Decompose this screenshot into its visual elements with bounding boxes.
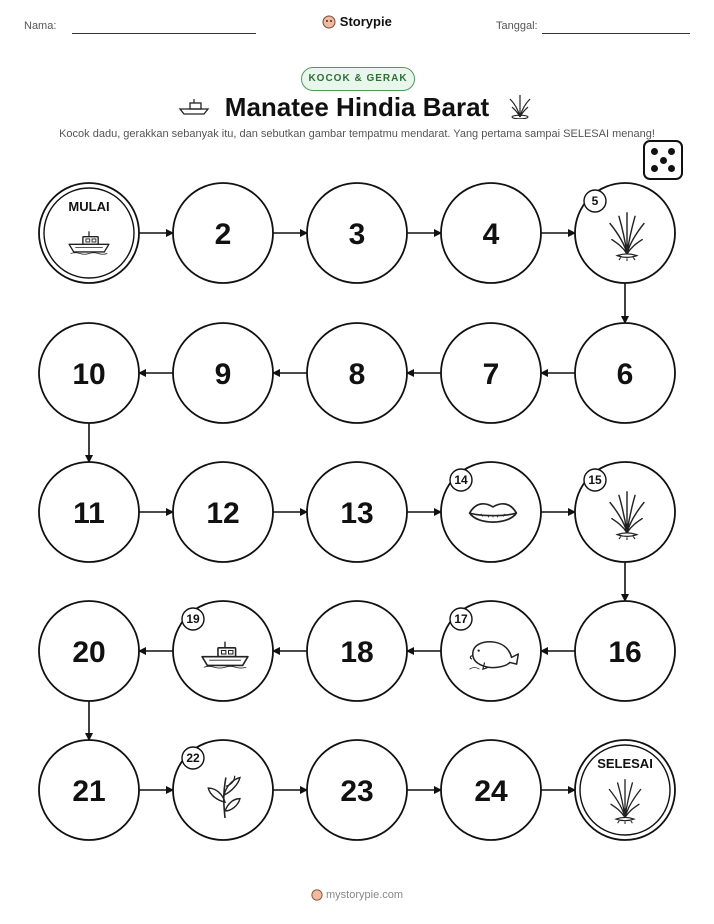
- board-space-17: [441, 601, 541, 701]
- board-space-18: [307, 601, 407, 701]
- space-number: 4: [482, 218, 500, 251]
- space-number: 6: [616, 358, 634, 391]
- space-number: 10: [72, 358, 106, 391]
- start-label: MULAI: [68, 199, 110, 214]
- space-number: 3: [348, 218, 366, 251]
- space-number-badge: 15: [588, 473, 602, 487]
- space-number: 13: [340, 497, 374, 530]
- board-space-24: [441, 740, 541, 840]
- space-number-badge: 5: [591, 194, 599, 208]
- mascot-icon: [311, 889, 326, 901]
- activity-tag: KOCOK & GERAK: [301, 67, 415, 91]
- space-number: 9: [214, 358, 232, 391]
- board-space-4: [441, 183, 541, 283]
- name-label: Nama:: [24, 20, 57, 32]
- space-number: 11: [73, 497, 105, 530]
- board-space-10: [39, 323, 139, 423]
- board-space-13: [307, 462, 407, 562]
- brand-name: Storypie: [339, 14, 392, 30]
- board-space-2: [173, 183, 273, 283]
- space-number: 7: [482, 358, 500, 391]
- space-number: 2: [214, 218, 232, 251]
- space-number: 16: [608, 636, 642, 669]
- board-space-23: [307, 740, 407, 840]
- space-number: 21: [72, 775, 106, 808]
- board-space-15: [575, 462, 675, 562]
- board-space-12: [173, 462, 273, 562]
- space-number: 12: [206, 497, 240, 530]
- page-title: Manatee Hindia Barat: [224, 92, 490, 122]
- board-space-22: [173, 740, 273, 840]
- space-number: 8: [348, 358, 366, 391]
- date-label: Tanggal:: [496, 20, 538, 32]
- board-space-3: [307, 183, 407, 283]
- board-space-16: [575, 601, 675, 701]
- space-number: 18: [340, 636, 374, 669]
- board-space-7: [441, 323, 541, 423]
- space-number: 23: [340, 775, 374, 808]
- start-space: [39, 183, 139, 283]
- space-number-badge: 19: [186, 612, 200, 626]
- space-number-badge: 14: [454, 473, 468, 487]
- board-space-21: [39, 740, 139, 840]
- board-space-8: [307, 323, 407, 423]
- finish-label: SELESAI: [597, 756, 653, 771]
- board-space-11: [39, 462, 139, 562]
- finish-space: [575, 740, 675, 840]
- board-space-14: [441, 462, 541, 562]
- instructions: Kocok dadu, gerakkan sebanyak itu, dan sebutkan gambar tempatmu mendarat. Yang pertama sampai SELESAI menang!: [59, 128, 655, 140]
- space-number: 20: [72, 636, 106, 669]
- footer-url[interactable]: mystorypie.com: [326, 889, 404, 901]
- board-space-6: [575, 323, 675, 423]
- board-space-9: [173, 323, 273, 423]
- board-space-19: [173, 601, 273, 701]
- space-number-badge: 17: [454, 612, 468, 626]
- board-space-5: [575, 183, 675, 283]
- space-number-badge: 22: [186, 751, 200, 765]
- board-space-20: [39, 601, 139, 701]
- space-number: 24: [474, 775, 508, 808]
- footer: [0, 889, 714, 901]
